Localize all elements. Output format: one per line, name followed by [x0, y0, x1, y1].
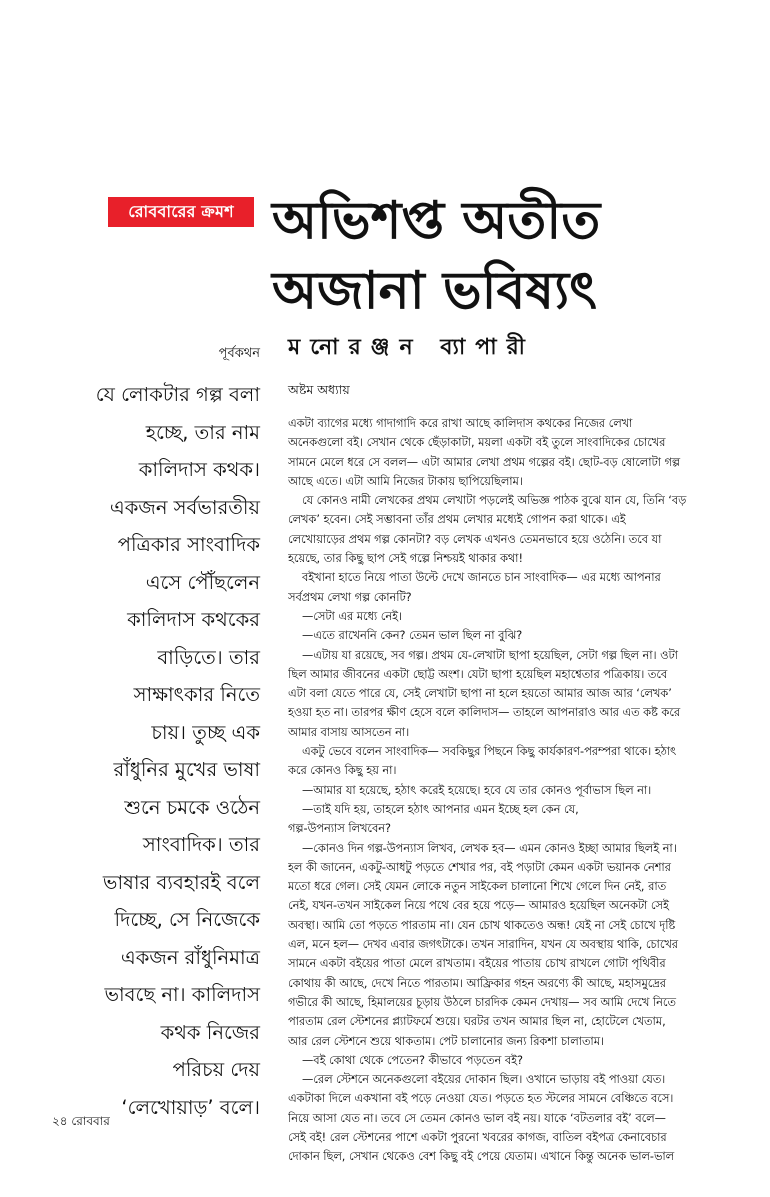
- prelude-label: পূর্বকথন: [218, 346, 260, 361]
- summary-line: এসে পৌঁছলেন: [145, 570, 260, 594]
- body-line: পারতাম রেল স্টেশনের প্ল্যাটফর্মে শুয়ে। ঘরটর তখন আমার ছিল না, হোটেলে খেতাম,: [288, 1015, 666, 1029]
- author-byline: মনোরঞ্জন ব্যাপারী: [288, 335, 535, 360]
- summary-line: হচ্ছে, তার নাম: [145, 420, 260, 444]
- body-line: —এটায় যা রয়েছে, সব গল্প। প্রথম যে-লেখাটা ছাপা হয়েছিল, সেটা গল্প ছিল না। ওটা: [302, 648, 678, 662]
- summary-line: দিচ্ছে, সে নিজেকে: [114, 908, 260, 931]
- body-line: করে কোনও কিছু হয় না।: [288, 764, 397, 778]
- summary-line: শুনে চমকে ওঠেন: [124, 795, 260, 819]
- body-line: অনেকগুলো বই। সেখান থেকে ছেঁড়াকাটা, ময়লা একটা বই তুলে সাংবাদিকের চোখের: [288, 436, 666, 450]
- body-line: হল কী জানেন, একটু-আধটু পড়তে শেখার পর, বই পড়াটা কেমন একটা ভয়ানক নেশার: [288, 860, 671, 874]
- body-line: —রেল স্টেশনে অনেকগুলো বইয়ের দোকান ছিল। ওখানে ভাড়ায় বই পাওয়া যেত।: [302, 1073, 666, 1087]
- body-line: গল্প-উপন্যাস লিখবেন?: [288, 822, 391, 836]
- body-line: দোকান ছিল, সেখান থেকেও বেশ কিছু বই পেয়ে যেতাম। এখানে কিন্তু অনেক ভাল-ভাল: [288, 1150, 675, 1164]
- summary-line: ‘লেখোয়াড়’ বলে।: [121, 1095, 260, 1119]
- summary-line: ভাবছে না। কালিদাস: [104, 983, 260, 1006]
- body-line: একটাকা দিলে একখানা বই পড়ে নেওয়া যেত। পড়তে হত স্টলের সামনে বেঞ্চিতে বসে।: [288, 1092, 674, 1106]
- body-line: —কোনও দিন গল্প-উপন্যাস লিখব, লেখক হব— এমন কোনও ইচ্ছা আমার ছিলই না।: [302, 841, 677, 855]
- summary-line: কালিদাস কথক।: [138, 458, 260, 481]
- body-line: এটা বলা যেতে পারে যে, সেই লেখাটা ছাপা না হলে হয়তো আমার আজ আর ‘লেখক’: [288, 687, 672, 701]
- body-line: যে কোনও নামী লেখকের প্রথম লেখাটা পড়লেই অভিজ্ঞ পাঠক বুঝে যান যে, তিনি ‘বড়: [302, 494, 687, 508]
- summary-line: কালিদাস কথকের: [127, 608, 260, 631]
- body-line: আর রেল স্টেশনে শুয়ে থাকতাম। পেট চালানোর জন্য রিকশা চালাতাম।: [288, 1034, 605, 1048]
- summary-line: সাক্ষাৎকার নিতে: [133, 683, 260, 706]
- article-body: [288, 414, 748, 1167]
- body-line: কোথায় কী আছে, দেখে নিতে পারতাম। আফ্রিকার গহন অরণ্যে কী আছে, মহাসমুদ্রের: [288, 976, 666, 990]
- summary-line: কথক নিজের: [160, 1020, 260, 1044]
- page-folio: ২৪ রোববার: [52, 1114, 110, 1128]
- summary-line: বাড়িতে। তার: [157, 645, 260, 669]
- summary-line: ভাষার ব্যবহারই বলে: [102, 870, 260, 894]
- body-line: সর্বপ্রথম লেখা গল্প কোনটি?: [288, 590, 412, 604]
- summary-line: পরিচয় দেয়: [172, 1058, 260, 1081]
- summary-line: একজন সর্বভারতীয়: [109, 495, 260, 519]
- body-line: ছিল আমার জীবনের একটা ছোট্ট অংশ। যেটা ছাপা হয়েছিল মহাশ্বেতার পত্রিকায়। তবে: [288, 667, 668, 681]
- body-line: সামনে মেলে ধরে সে বলল— এটা আমার লেখা প্রথম গল্পের বই। ছোট-বড় ষোলোটা গল্প: [288, 455, 680, 469]
- title-line: অভিশপ্ত অতীত: [272, 191, 601, 251]
- body-line: নিয়ে আসা যেত না। তবে সে তেমন কোনও ভাল বই নয়। যাকে ‘বটতলার বই’ বলে—: [288, 1111, 666, 1125]
- body-line: হওয়া হত না। তারপর ক্ষীণ হেসে বলে কালিদাস— তাহলে আপনারাও আর এত কষ্ট করে: [288, 706, 681, 720]
- body-line: আছে এতে। এটা আমি নিজের টাকায় ছাপিয়েছিলাম।: [288, 474, 523, 488]
- body-line: একটু ভেবে বলেন সাংবাদিক— সবকিছুর পিছনে কিছু কার্যকারণ-পরম্পরা থাকে। হঠাৎ: [302, 745, 677, 759]
- body-line: আমার বাসায় আসতেন না।: [288, 725, 410, 739]
- summary-line: যে লোকটার গল্প বলা: [95, 383, 260, 406]
- body-line: নেই, যখন-তখন সাইকেল নিয়ে পথে বের হয়ে পড়ে— আমারও হয়েছিল অনেকটা সেই: [288, 899, 669, 913]
- summary-line: সাংবাদিক। তার: [142, 833, 260, 856]
- prelude-summary: [70, 376, 260, 1126]
- body-line: সামনে একটা বইয়ের পাতা মেলে রাখতাম। বইয়ের পাতায় চোখ রাখলে গোটা পৃথিবীর: [288, 957, 666, 971]
- summary-line: পত্রিকার সাংবাদিক: [117, 533, 260, 556]
- title-line: অজানা ভবিষ্যৎ: [272, 261, 597, 321]
- body-line: অবস্থা। আমি তো পড়তে পারতাম না। যেন চোখ থাকতেও অন্ধ! যেই না সেই চোখে দৃষ্টি: [288, 918, 676, 932]
- body-line: গভীরে কী আছে, হিমালয়ের চূড়ায় উঠলে চারদিক কেমন দেখায়— সব আমি দেখে নিতে: [288, 995, 676, 1009]
- body-line: —এতে রাখেননি কেন? তেমন ভাল ছিল না বুঝি?: [302, 629, 523, 643]
- series-badge: রোববারের ক্রমশ: [108, 197, 254, 227]
- body-line: একটা ব্যাগের মধ্যে গাদাগাদি করে রাখা আছে কালিদাস কথকের নিজের লেখা: [288, 417, 633, 430]
- body-line: বইখানা হাতে নিয়ে পাতা উল্টে দেখে জানতে চান সাংবাদিক— এর মধ্যে আপনার: [302, 571, 661, 585]
- body-line: লেখোয়াড়ের প্রথম গল্প কোনটা? বড় লেখক এখনও তেমনভাবে হয়ে ওঠেনি। তবে যা: [288, 532, 662, 546]
- body-line: হয়েছে, তার কিছু ছাপ সেই গল্পে নিশ্চয়ই থাকার কথা!: [288, 552, 523, 566]
- body-line: —বই কোথা থেকে পেতেন? কীভাবে পড়তেন বই?: [302, 1053, 524, 1067]
- summary-line: চায়। তুচ্ছ এক: [151, 720, 260, 744]
- body-line: লেখক’ হবেন। সেই সম্ভাবনা তাঁর প্রথম লেখার মধ্যেই গোপন করা থাকে। এই: [288, 513, 626, 527]
- body-line: সেই বই! রেল স্টেশনের পাশে একটা পুরনো খবরের কাগজ, বাতিল বইপত্র কেনাবেচার: [288, 1130, 667, 1144]
- summary-line: একজন রাঁধুনিমাত্র: [120, 945, 260, 969]
- body-line: মতো ধরে গেল। সেই যেমন লোকে নতুন সাইকেল চালানো শিখে গেলে দিন নেই, রাত: [288, 880, 667, 894]
- chapter-heading: অষ্টম অধ্যায়: [288, 382, 350, 397]
- body-line: —আমার যা হয়েছে, হঠাৎ করেই হয়েছে। হবে যে তার কোনও পূর্বাভাস ছিল না।: [302, 783, 652, 797]
- body-line: —তাই যদি হয়, তাহলে হঠাৎ আপনার এমন ইচ্ছে হল কেন যে,: [302, 802, 579, 816]
- body-line: এল, মনে হল— দেখব এবার জগৎটাকে। তখন সারাদিন, যখন যে অবস্থায় থাকি, চোখের: [288, 938, 679, 952]
- article-title: [272, 186, 752, 326]
- body-line: —সেটা এর মধ্যে নেই।: [302, 609, 403, 623]
- summary-line: রাঁধুনির মুখের ভাষা: [113, 758, 260, 781]
